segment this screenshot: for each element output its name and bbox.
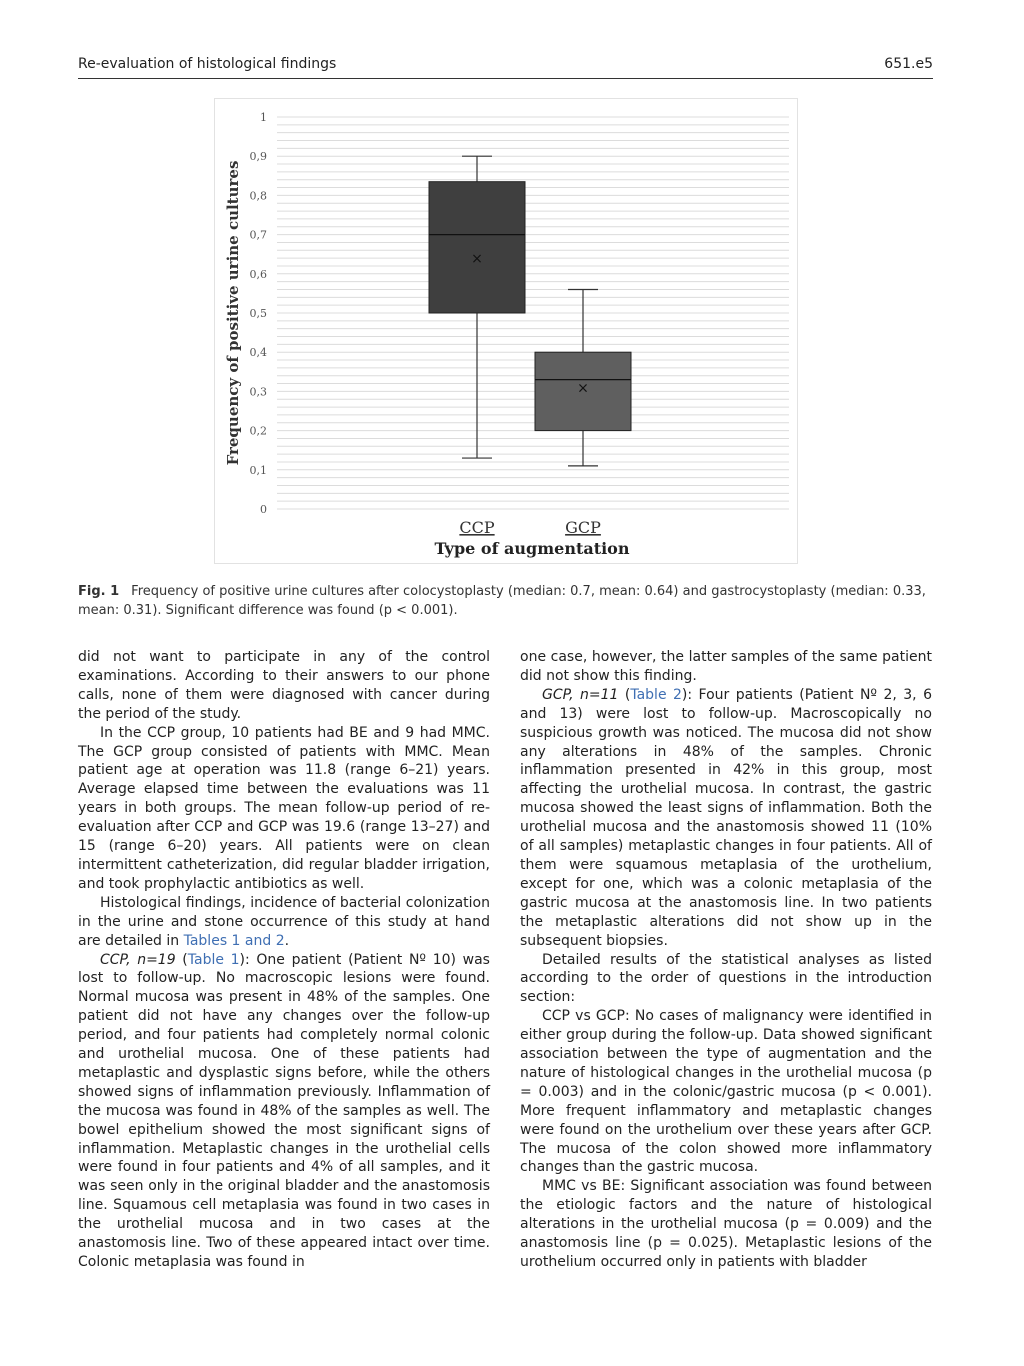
y-tick-label: 0,1 — [249, 463, 267, 477]
text-run: Histological findings, incidence of bacterial colonization in the urine and stone occurrence of this study at hand are detailed in — [78, 894, 490, 949]
right-column — [520, 648, 932, 1272]
paragraph — [520, 686, 932, 951]
caption-text: Frequency of positive urine cultures after colocystoplasty (median: 0.7, mean: 0.64) and gastrocystoplasty (median: 0.33, mean: 0.31). Significant difference was found (p < 0.001). — [78, 584, 926, 618]
category-label: GCP — [565, 518, 601, 537]
page-number: 651.e5 — [884, 56, 933, 72]
running-head — [78, 54, 933, 79]
left-column — [78, 648, 490, 1272]
y-tick-label: 0,9 — [249, 150, 267, 164]
running-title: Re-evaluation of histological findings — [78, 56, 337, 72]
y-tick-label: 0,5 — [249, 307, 267, 320]
y-tick-label: 0,3 — [249, 385, 267, 399]
paragraph: In the CCP group, 10 patients had BE and 9 had MMC. The GCP group consisted of patients with MMC. Mean patient age at operation was 11.8 (range 6–21) years. Average elapsed time between the evaluations was 11 years in both groups. The mean follow-up period of re-evaluation after CCP and GCP was 19.6 (range 13–27) and 15 (range 6–20) years. All patients were on clean intermittent catheterization, did regular bladder irrigation, and took prophylactic antibiotics as well. — [78, 724, 490, 892]
figure-1 — [214, 98, 798, 564]
table-2-link[interactable]: Table 2 — [630, 686, 682, 703]
y-tick-label: 1 — [260, 111, 267, 124]
x-axis-label: Type of augmentation — [434, 539, 630, 558]
paragraph: Detailed results of the statistical analyses as listed according to the order of questions in the introduction section: — [520, 951, 932, 1006]
mean-marker: × — [471, 251, 483, 268]
text-run: ( — [618, 686, 631, 703]
paragraph — [78, 951, 490, 1272]
section-lead: GCP, n=11 — [542, 686, 619, 703]
paragraph: CCP vs GCP: No cases of malignancy were identified in either group during the follow-up. Data showed significant association between the type of augmentation and the nature of histological changes in the urothelial mucosa (p = 0.003) and in the colonic/gastric mucosa (p < 0.001). More frequent inflammatory and metaplastic changes were found on the urothelium over these years after GCP. The mucosa of the colon showed more inflammatory changes than the gastric mucosa. — [520, 1008, 932, 1176]
boxplot-chart — [215, 99, 799, 565]
section-lead: CCP, n=19 — [100, 951, 176, 968]
text-run: ( — [175, 951, 188, 968]
category-label: CCP — [459, 518, 495, 537]
text-run: One patient (Patient Nº 10) was lost to follow-up. No macroscopic lesions were found. Normal mucosa was present in 48% of the samples. One patient did not have any changes over the follow-up period, and four patients had completely normal colonic and urothelial mucosa. One of these patients had metaplastic and dysplastic signs before, while the others showed signs of inflammation previously. Inflammation of the mucosa was found in 48% of the samples as well. The bowel epithelium showed the most significant signs of inflammation. Metaplastic changes in the urothelial cells were found in four patients and 4% of all samples, and it was seen only in the original bladder and the anastomosis line. Squamous cell metaplasia was found in two cases in the urothelial mucosa and in two cases at the anastomosis line. Two of these appeared intact over time. Colonic metaplasia was found in — [78, 951, 490, 1270]
text-run: Four patients (Patient Nº 2, 3, 6 and 13) were lost to follow-up. Macroscopically no suspicious growth was noticed. The mucosa did not show any alterations in 48% of the samples. Chronic inflammation presented in 42% in this group, most affecting the urothelial mucosa. In contrast, the gastric mucosa showed the least signs of inflammation. Both the urothelial mucosa and the anastomosis showed 11 (10% of all samples) metaplastic changes in four patients. All of them were squamous metaplasia of the urothelium, except for one, which was a colonic metaplasia of the gastric mucosa at the anastomosis line. In two patients the metaplastic alterations did not show up in the subsequent biopsies. — [520, 686, 932, 949]
text-run: . — [284, 932, 290, 949]
paragraph: one case, however, the latter samples of the same patient did not show this finding. — [520, 649, 932, 684]
table-1-link[interactable]: Table 1 — [187, 951, 240, 968]
y-tick-label: 0,4 — [249, 346, 267, 360]
paragraph — [78, 894, 490, 951]
y-tick-label: 0,7 — [249, 228, 267, 242]
text-run: ): — [681, 686, 699, 703]
tables-link[interactable]: Tables 1 and 2 — [183, 932, 285, 949]
y-tick-label: 0,6 — [249, 267, 267, 281]
y-tick-label: 0 — [260, 503, 267, 516]
caption-label: Fig. 1 — [78, 584, 120, 599]
box-ccp — [429, 182, 525, 313]
y-tick-label: 0,8 — [249, 189, 267, 203]
paragraph: did not want to participate in any of the control examinations. According to their answers to our phone calls, none of them were diagnosed with cancer during the period of the study. — [78, 649, 490, 722]
mean-marker: × — [577, 380, 589, 397]
y-tick-label: 0,2 — [249, 424, 267, 438]
figure-caption — [78, 582, 933, 620]
text-run: ): — [239, 951, 257, 968]
y-axis-label: Frequency of positive urine cultures — [224, 160, 242, 466]
paragraph: MMC vs BE: Significant association was found between the etiologic factors and the nature of histological alterations in the urothelial mucosa (p = 0.009) and the anastomosis line (p = 0.025). Metaplastic lesions of the urothelium occurred only in patients with bladder — [520, 1178, 932, 1270]
